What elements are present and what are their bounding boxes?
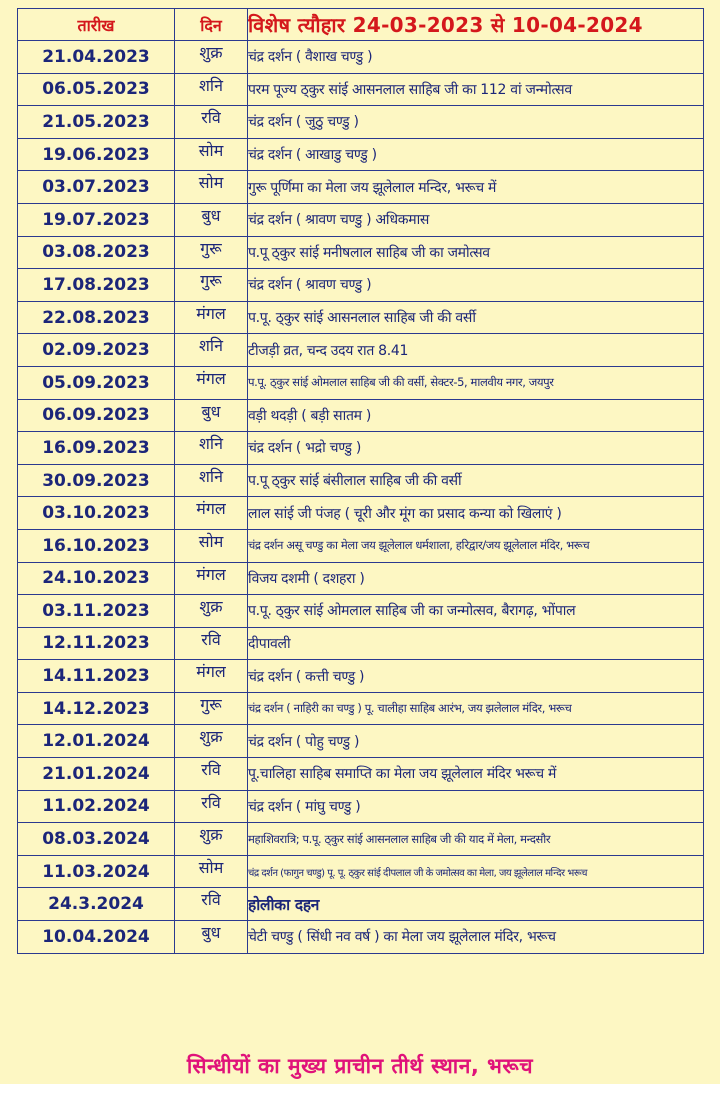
- date-cell: 24.10.2023: [18, 562, 175, 595]
- table-title: विशेष त्यौहार 24-03-2023 से 10-04-2024: [248, 9, 704, 41]
- table-row: [18, 399, 704, 432]
- event-cell: चंद्र दर्शन ( श्रावण चण्डु ) अधिकमास: [248, 203, 704, 236]
- event-cell: प.पू ठ्कुर सांई बंसीलाल साहिब जी की वर्सी: [248, 464, 704, 497]
- event-cell: दीपावली: [248, 627, 704, 660]
- table-row: [18, 138, 704, 171]
- date-cell: 14.11.2023: [18, 660, 175, 693]
- day-cell: रवि: [175, 106, 248, 139]
- day-cell: रवि: [175, 758, 248, 791]
- date-cell: 21.04.2023: [18, 41, 175, 74]
- event-cell: चंद्र दर्शन असू चण्डु का मेला जय झूलेलाल धर्मशाला, हरिद्वार/जय झूलेलाल मंदिर, भरूच: [248, 529, 704, 562]
- date-cell: 19.07.2023: [18, 203, 175, 236]
- table-row: [18, 464, 704, 497]
- event-cell: प.पू. ठ्कुर सांई ओमलाल साहिब जी का जन्मोत्सव, बैरागढ़, भोंपाल: [248, 595, 704, 628]
- event-cell: गुरू पूर्णिमा का मेला जय झूलेलाल मन्दिर, भरूच में: [248, 171, 704, 204]
- event-cell: परम पूज्य ठ्कुर सांई आसनलाल साहिब जी का 112 वां जन्मोत्सव: [248, 73, 704, 106]
- day-cell: गुरू: [175, 692, 248, 725]
- day-cell: शनि: [175, 334, 248, 367]
- day-cell: सोम: [175, 529, 248, 562]
- date-cell: 02.09.2023: [18, 334, 175, 367]
- event-cell: चंद्र दर्शन ( नाहिरी का चण्डु ) पू. चालीहा साहिब आरंभ, जय झलेलाल मंदिर, भरूच: [248, 692, 704, 725]
- event-cell: चंद्र दर्शन ( श्रावण चण्डु ): [248, 269, 704, 302]
- day-cell: मंगल: [175, 301, 248, 334]
- event-cell: वड़ी थदड़ी ( बड़ी सातम ): [248, 399, 704, 432]
- day-cell: मंगल: [175, 660, 248, 693]
- day-cell: शुक्र: [175, 595, 248, 628]
- date-cell: 12.11.2023: [18, 627, 175, 660]
- date-cell: 14.12.2023: [18, 692, 175, 725]
- table-row: [18, 529, 704, 562]
- date-cell: 19.06.2023: [18, 138, 175, 171]
- day-cell: गुरू: [175, 269, 248, 302]
- table-row: [18, 790, 704, 823]
- day-cell: मंगल: [175, 497, 248, 530]
- table-row: [18, 203, 704, 236]
- day-column-header: दिन: [175, 9, 248, 41]
- day-cell: रवि: [175, 627, 248, 660]
- table-row: [18, 660, 704, 693]
- date-cell: 12.01.2024: [18, 725, 175, 758]
- table-row: [18, 497, 704, 530]
- event-cell: टीजड़ी व्रत, चन्द उदय रात 8.41: [248, 334, 704, 367]
- event-cell: चंद्र दर्शन ( कत्ती चण्डु ): [248, 660, 704, 693]
- date-cell: 30.09.2023: [18, 464, 175, 497]
- day-cell: बुध: [175, 203, 248, 236]
- table-row: [18, 366, 704, 399]
- event-cell: विजय दशमी ( दशहरा ): [248, 562, 704, 595]
- event-cell: चंद्र दर्शन ( वैशाख चण्डु ): [248, 41, 704, 74]
- date-cell: 16.09.2023: [18, 432, 175, 465]
- event-cell: होलीका दहन: [248, 888, 704, 921]
- date-cell: 03.07.2023: [18, 171, 175, 204]
- day-cell: शनि: [175, 464, 248, 497]
- date-cell: 11.03.2024: [18, 855, 175, 888]
- event-cell: चंद्र दर्शन (फागुन चण्डु) पू. पू. ठ्कुर सांई दीपलाल जी के जमोत्सव का मेला, जय झूलेलाल मन्दिर भरूच: [248, 855, 704, 888]
- table-row: [18, 758, 704, 791]
- day-cell: रवि: [175, 888, 248, 921]
- footer-caption: सिन्धीयों का मुख्य प्राचीन तीर्थ स्थान, भरूच: [186, 1054, 534, 1078]
- table-row: [18, 269, 704, 302]
- date-cell: 08.03.2024: [18, 823, 175, 856]
- table-row: [18, 855, 704, 888]
- date-cell: 06.09.2023: [18, 399, 175, 432]
- event-cell: चंद्र दर्शन ( आखाडु चण्डु ): [248, 138, 704, 171]
- bottom-band: [0, 1084, 720, 1095]
- date-cell: 16.10.2023: [18, 529, 175, 562]
- festival-table: [17, 8, 704, 954]
- event-cell: प.पू ठ्कुर सांई मनीषलाल साहिब जी का जमोत्सव: [248, 236, 704, 269]
- table-row: [18, 725, 704, 758]
- day-cell: मंगल: [175, 562, 248, 595]
- day-cell: सोम: [175, 171, 248, 204]
- day-cell: सोम: [175, 855, 248, 888]
- day-cell: गुरू: [175, 236, 248, 269]
- event-cell: पू.चालिहा साहिब समाप्ति का मेला जय झूलेलाल मंदिर भरूच में: [248, 758, 704, 791]
- date-cell: 03.08.2023: [18, 236, 175, 269]
- table-row: [18, 888, 704, 921]
- event-cell: प.पू. ठ्कुर सांई ओमलाल साहिब जी की वर्सी, सेक्टर-5, मालवीय नगर, जयपुर: [248, 366, 704, 399]
- event-cell: चंद्र दर्शन ( पोहु चण्डु ): [248, 725, 704, 758]
- table-row: [18, 334, 704, 367]
- event-cell: चंद्र दर्शन ( जुठु चण्डु ): [248, 106, 704, 139]
- date-cell: 21.01.2024: [18, 758, 175, 791]
- day-cell: शनि: [175, 432, 248, 465]
- event-cell: चंद्र दर्शन ( भद्रो चण्डु ): [248, 432, 704, 465]
- table-row: [18, 106, 704, 139]
- event-cell: चेटी चण्डु ( सिंधी नव वर्ष ) का मेला जय झूलेलाल मंदिर, भरूच: [248, 921, 704, 954]
- date-cell: 10.04.2024: [18, 921, 175, 954]
- date-cell: 03.10.2023: [18, 497, 175, 530]
- day-cell: सोम: [175, 138, 248, 171]
- date-column-header: तारीख: [18, 9, 175, 41]
- day-cell: मंगल: [175, 366, 248, 399]
- table-header-row: [18, 9, 704, 41]
- day-cell: बुध: [175, 921, 248, 954]
- event-cell: लाल सांई जी पंजह ( चूरी और मूंग का प्रसाद कन्या को खिलाएं ): [248, 497, 704, 530]
- date-cell: 05.09.2023: [18, 366, 175, 399]
- day-cell: शनि: [175, 73, 248, 106]
- day-cell: शुक्र: [175, 725, 248, 758]
- table-row: [18, 823, 704, 856]
- event-cell: महाशिवरात्रि; प.पू. ठ्कुर सांई आसनलाल साहिब जी की याद में मेला, मन्दसौर: [248, 823, 704, 856]
- day-cell: शुक्र: [175, 41, 248, 74]
- table-row: [18, 562, 704, 595]
- table-row: [18, 921, 704, 954]
- table-row: [18, 432, 704, 465]
- date-cell: 17.08.2023: [18, 269, 175, 302]
- date-cell: 22.08.2023: [18, 301, 175, 334]
- event-cell: चंद्र दर्शन ( मांघु चण्डु ): [248, 790, 704, 823]
- date-cell: 24.3.2024: [18, 888, 175, 921]
- table-row: [18, 301, 704, 334]
- day-cell: शुक्र: [175, 823, 248, 856]
- day-cell: रवि: [175, 790, 248, 823]
- date-cell: 06.05.2023: [18, 73, 175, 106]
- date-cell: 21.05.2023: [18, 106, 175, 139]
- day-cell: बुध: [175, 399, 248, 432]
- table-row: [18, 692, 704, 725]
- table-row: [18, 595, 704, 628]
- table-row: [18, 41, 704, 74]
- table-row: [18, 236, 704, 269]
- table-row: [18, 627, 704, 660]
- table-row: [18, 171, 704, 204]
- event-cell: प.पू. ठ्कुर सांई आसनलाल साहिब जी की वर्सी: [248, 301, 704, 334]
- table-row: [18, 73, 704, 106]
- date-cell: 11.02.2024: [18, 790, 175, 823]
- date-cell: 03.11.2023: [18, 595, 175, 628]
